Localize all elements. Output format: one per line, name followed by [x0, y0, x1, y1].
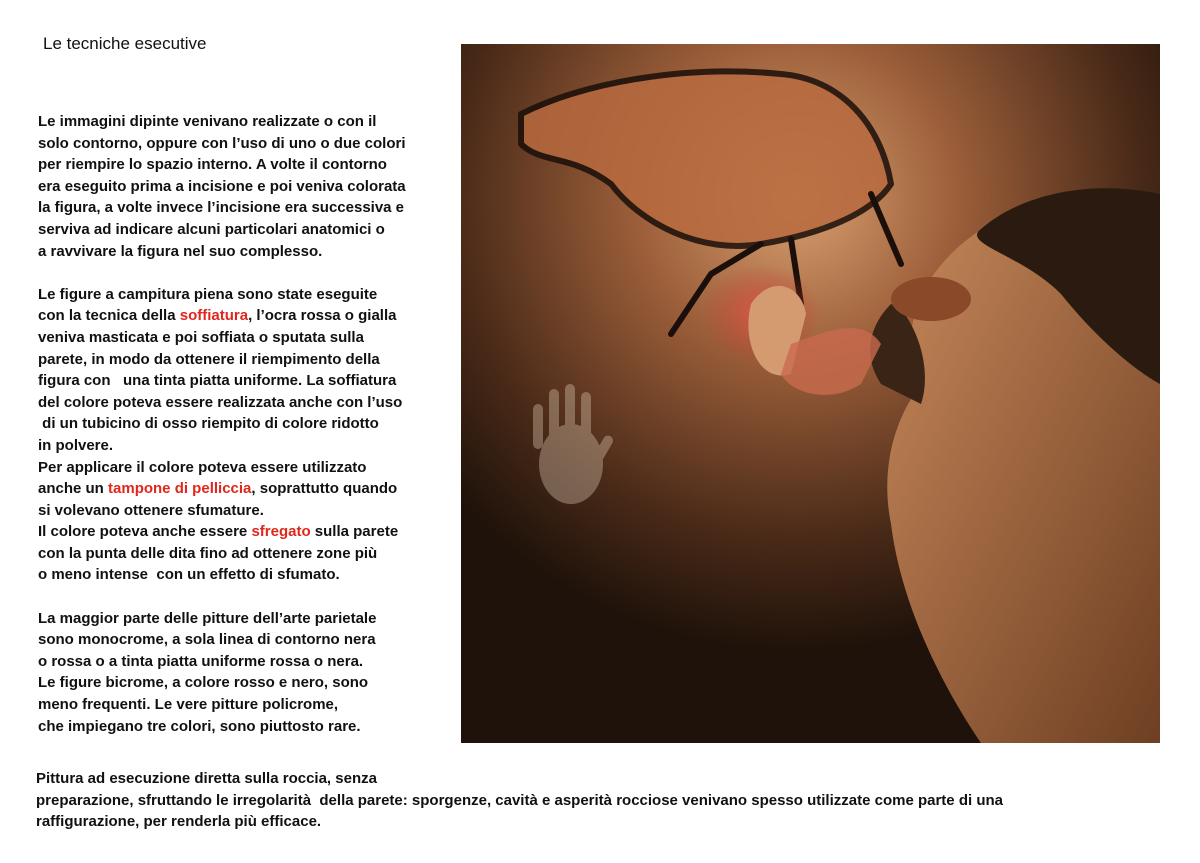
text-line: preparazione, sfruttando le irregolarità della parete: sporgenze, cavità e asperità rocciose venivano spesso utilizzate come parte di una [36, 791, 1003, 809]
text-line: che impiegano tre colori, sono piuttosto rare. [38, 717, 361, 735]
text-line: Le immagini dipinte venivano realizzate o con il [38, 113, 377, 130]
text-line: Pittura ad esecuzione diretta sulla roccia, senza [36, 770, 377, 787]
text-line: con la punta delle dita fino ad ottenere zone più [38, 544, 378, 562]
page-title: Le tecniche esecutive [43, 34, 207, 53]
text-line: era eseguito prima a incisione e poi veniva colorata [38, 177, 406, 195]
text-line: serviva ad indicare alcuni particolari anatomici o [38, 220, 385, 238]
text-line: a ravvivare la figura nel suo complesso. [38, 242, 323, 260]
paragraph-application [38, 284, 458, 586]
text-line: Per applicare il colore poteva essere utilizzato [38, 458, 367, 476]
text-line: raffigurazione, per renderla più efficace. [36, 813, 322, 831]
text-line: si volevano ottenere sfumature. [38, 501, 264, 519]
text-line: la figura, a volte invece l’incisione era successiva e [38, 199, 405, 217]
text-line: in polvere. [38, 436, 114, 454]
cave-painting-illustration [461, 44, 1160, 743]
highlight-sfregato: sfregato [251, 523, 311, 541]
text-line: sono monocrome, a sola linea di contorno nera [38, 631, 376, 649]
text-line: solo contorno, oppure con l’uso di uno o due colori [38, 134, 406, 152]
text-line: o meno intense con un effetto di sfumato. [38, 566, 340, 584]
caption-bottom [36, 768, 1166, 833]
text-line: anche un tampone di pelliccia, soprattutto quando [38, 480, 398, 498]
text-line: veniva masticata e poi soffiata o sputata sulla [38, 328, 364, 346]
text-line: o rossa o a tinta piatta uniforme rossa o nera. [38, 652, 364, 670]
paragraph-colors [38, 608, 458, 738]
text-line: meno frequenti. Le vere pitture policrome, [38, 696, 339, 714]
paragraph-techniques [38, 111, 458, 262]
highlight-tampone: tampone di pelliccia [108, 480, 252, 498]
text-line: La maggior parte delle pitture dell’arte parietale [38, 609, 377, 627]
text-line: di un tubicino di osso riempito di colore ridotto [38, 415, 379, 433]
text-line: Le figure a campitura piena sono state eseguite [38, 285, 378, 303]
text-line: con la tecnica della soffiatura, l’ocra rossa o gialla [38, 307, 397, 325]
text-line: per riempire lo spazio interno. A volte il contorno [38, 156, 387, 174]
text-line: Le figure bicrome, a colore rosso e nero, sono [38, 674, 369, 692]
text-column [38, 111, 458, 737]
text-line: parete, in modo da ottenere il riempimento della [38, 350, 380, 368]
text-line: del colore poteva essere realizzata anche con l’uso [38, 393, 403, 411]
highlight-soffiatura: soffiatura [179, 307, 249, 325]
text-line: figura con una tinta piatta uniforme. La soffiatura [38, 372, 397, 390]
text-line: Il colore poteva anche essere sfregato sulla parete [38, 523, 399, 541]
